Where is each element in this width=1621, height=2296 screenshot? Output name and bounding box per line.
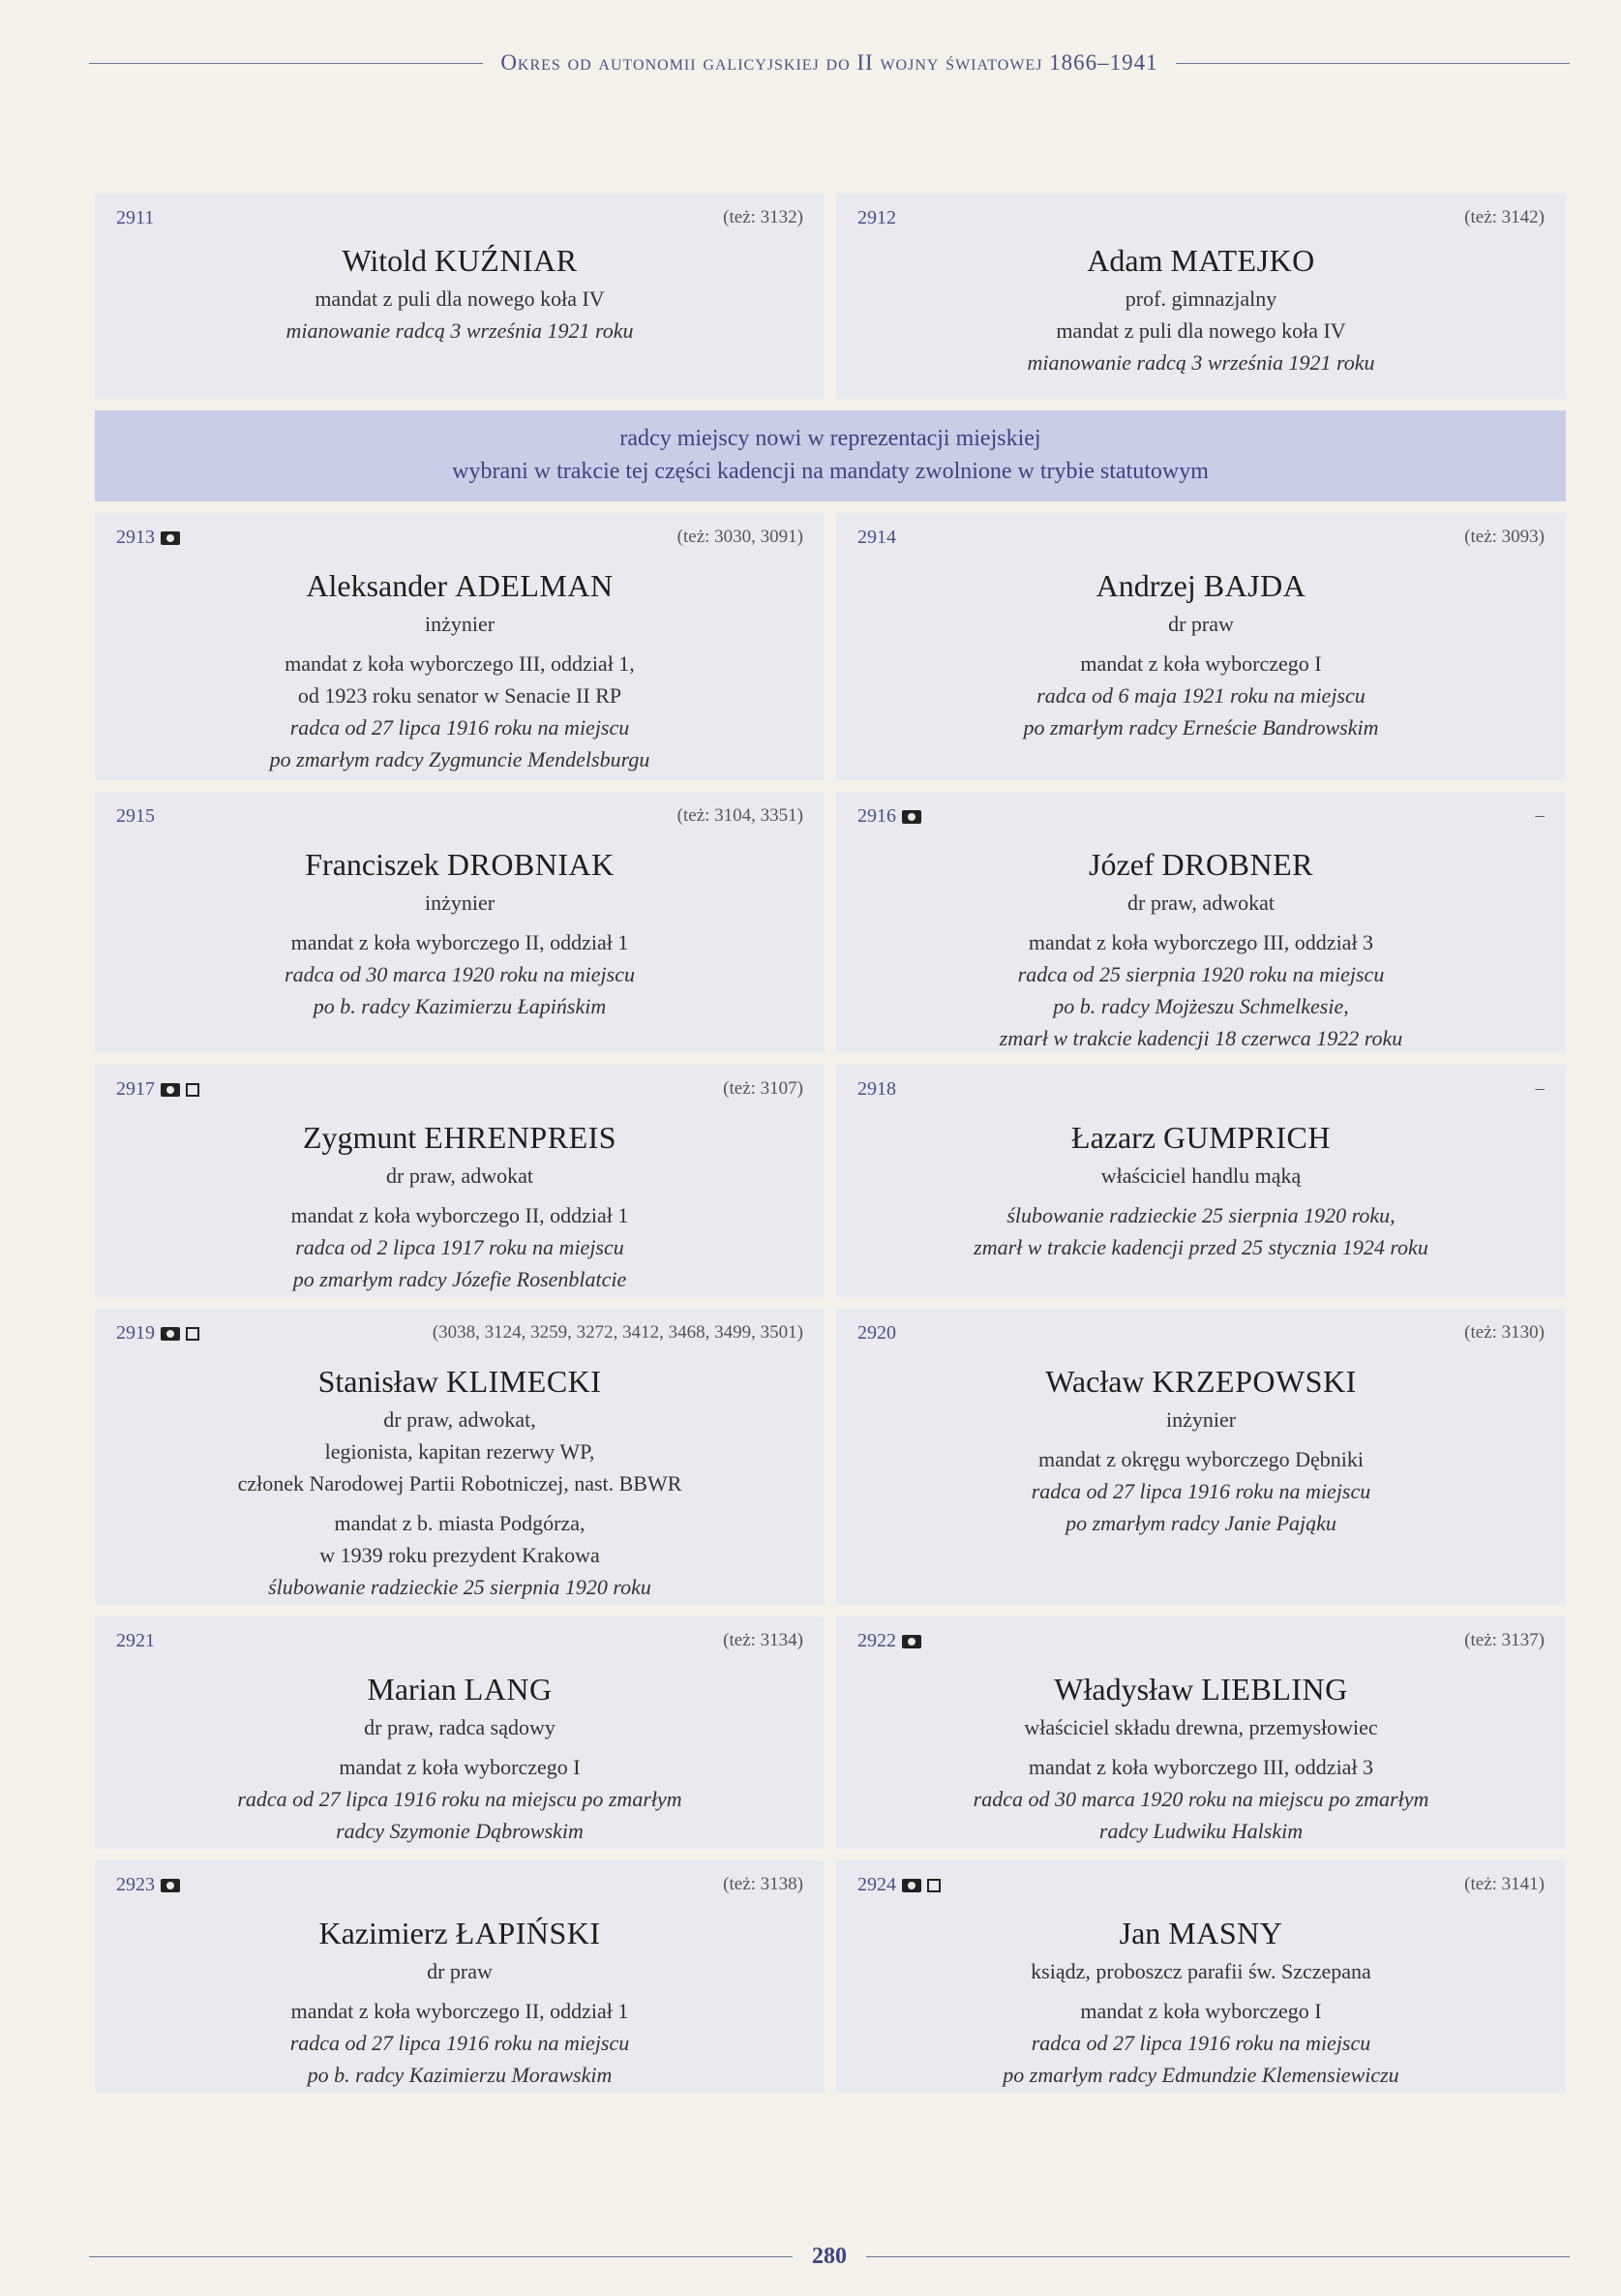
entry-line: radca od 27 lipca 1916 roku na miejscu xyxy=(289,715,630,740)
entry-line: inżynier xyxy=(424,612,495,636)
first-name: Stanisław xyxy=(317,1364,438,1399)
entry-card xyxy=(95,194,825,399)
first-name: Wacław xyxy=(1045,1364,1145,1399)
entries-row xyxy=(95,1616,1566,1849)
entry-crossref: (też: 3134) xyxy=(723,1630,803,1650)
entry-line: radca od 27 lipca 1916 roku na miejscu xyxy=(1031,1479,1371,1503)
entry-line: radcy Ludwiku Halskim xyxy=(1098,1819,1304,1843)
entry-line: mianowanie radcą 3 września 1921 roku xyxy=(1027,350,1375,375)
entry-card xyxy=(95,792,825,1053)
last-name: ŁAPIŃSKI xyxy=(455,1916,601,1950)
last-name: GUMPRICH xyxy=(1163,1120,1331,1155)
last-name: KUŹNIAR xyxy=(435,243,578,278)
last-name: LIEBLING xyxy=(1201,1672,1348,1707)
entry-crossref: – xyxy=(1535,1078,1545,1099)
first-name: Łazarz xyxy=(1071,1120,1156,1155)
first-name: Marian xyxy=(367,1672,457,1707)
entry-line: radca od 30 marca 1920 roku na miejscu po zmarłym xyxy=(973,1787,1429,1811)
entry-number: 2911 xyxy=(116,207,155,228)
entry-line: radca od 6 maja 1921 roku na miejscu xyxy=(1036,683,1366,708)
page-number: 280 xyxy=(812,2244,847,2269)
first-name: Jan xyxy=(1119,1916,1161,1950)
entry-number: 2920 xyxy=(857,1322,896,1344)
entry-card xyxy=(95,1860,825,2093)
header-rule-right xyxy=(1176,63,1570,64)
photo-icon xyxy=(161,1083,180,1097)
first-name: Józef xyxy=(1089,847,1155,882)
entry-crossref: (też: 3137) xyxy=(1464,1630,1545,1650)
entry-crossref: (też: 3141) xyxy=(1464,1874,1545,1894)
page-footer xyxy=(89,2244,1570,2270)
entry-crossref: (też: 3142) xyxy=(1464,207,1545,227)
entry-line: mandat z koła wyborczego II, oddział 1 xyxy=(290,1999,629,2023)
entry-crossref: – xyxy=(1535,805,1545,826)
entry-line: w 1939 roku prezydent Krakowa xyxy=(319,1543,600,1567)
entry-number: 2921 xyxy=(116,1630,155,1651)
last-name: KRZEPOWSKI xyxy=(1152,1364,1357,1399)
entry-line: mandat z koła wyborczego I xyxy=(339,1755,581,1779)
entry-number: 2917 xyxy=(116,1078,155,1100)
entry-name xyxy=(116,846,803,883)
entry-line: właściciel handlu mąką xyxy=(1100,1163,1302,1188)
entry-line: mandat z okręgu wyborczego Dębniki xyxy=(1038,1447,1364,1471)
entries-row xyxy=(95,1065,1566,1297)
entry-name xyxy=(116,1671,803,1707)
running-header-title: Okres od autonomii galicyjskiej do II wojny światowej 1866–1941 xyxy=(500,50,1158,75)
first-name: Kazimierz xyxy=(318,1916,448,1950)
entry-name xyxy=(857,1119,1545,1156)
photo-icon xyxy=(902,810,921,824)
entry-number: 2918 xyxy=(857,1078,896,1100)
first-name: Zygmunt xyxy=(302,1120,417,1155)
entry-name xyxy=(857,1671,1545,1707)
footer-rule-right xyxy=(866,2256,1570,2257)
first-name: Franciszek xyxy=(305,847,439,882)
last-name: ADELMAN xyxy=(455,568,614,603)
photo-icon xyxy=(161,1879,180,1892)
last-name: DROBNIAK xyxy=(446,847,615,882)
entry-line: mandat z puli dla nowego koła IV xyxy=(315,287,605,311)
entry-line: dr praw xyxy=(1168,612,1234,636)
first-name: Władysław xyxy=(1054,1672,1194,1707)
entry-line: po zmarłym radcy Edmundzie Klemensiewiczu xyxy=(1003,2063,1399,2087)
entry-crossref: (też: 3132) xyxy=(723,207,803,227)
entry-line: legionista, kapitan rezerwy WP, xyxy=(324,1439,595,1464)
entry-line: mandat z koła wyborczego II, oddział 1 xyxy=(290,1203,629,1227)
entry-line: mandat z koła wyborczego II, oddział 1 xyxy=(290,930,629,954)
photo-icon xyxy=(902,1879,921,1892)
entries-row xyxy=(95,194,1566,399)
entry-line: od 1923 roku senator w Senacie II RP xyxy=(297,683,622,708)
entry-card xyxy=(95,1309,825,1605)
entry-card xyxy=(836,194,1566,399)
entry-crossref: (też: 3030, 3091) xyxy=(676,527,803,547)
first-name: Adam xyxy=(1087,243,1163,278)
entry-name xyxy=(857,567,1545,604)
last-name: MATEJKO xyxy=(1170,243,1315,278)
entry-crossref: (3038, 3124, 3259, 3272, 3412, 3468, 3499, 3501) xyxy=(432,1322,803,1343)
entry-line: inżynier xyxy=(424,891,495,915)
square-icon xyxy=(927,1879,941,1892)
entry-line: ksiądz, proboszcz parafii św. Szczepana xyxy=(1031,1959,1371,1983)
entry-name xyxy=(116,1119,803,1156)
entry-line: członek Narodowej Partii Robotniczej, nast. BBWR xyxy=(237,1471,682,1495)
entry-line: dr praw xyxy=(427,1959,493,1983)
entry-crossref: (też: 3107) xyxy=(723,1078,803,1099)
running-header xyxy=(89,50,1570,76)
entry-line: dr praw, adwokat xyxy=(1127,891,1275,915)
entry-line: radca od 30 marca 1920 roku na miejscu xyxy=(285,962,635,986)
banner-line: radcy miejscy nowi w reprezentacji miejskiej xyxy=(619,426,1041,451)
entry-card xyxy=(836,513,1566,780)
entry-line: mandat z b. miasta Podgórza, xyxy=(334,1511,585,1535)
last-name: EHRENPREIS xyxy=(424,1120,617,1155)
entry-name xyxy=(116,1363,803,1400)
entry-card xyxy=(836,792,1566,1053)
entry-line: dr praw, adwokat, xyxy=(383,1407,536,1432)
entry-line: mandat z puli dla nowego koła IV xyxy=(1056,318,1346,343)
entry-line: zmarł w trakcie kadencji przed 25 stycznia 1924 roku xyxy=(974,1235,1428,1259)
entry-card xyxy=(95,513,825,780)
entry-card xyxy=(836,1065,1566,1297)
entry-number: 2912 xyxy=(857,207,896,228)
entries-row xyxy=(95,1860,1566,2093)
entry-line: po zmarłym radcy Józefie Rosenblatcie xyxy=(292,1267,627,1291)
entry-card xyxy=(836,1860,1566,2093)
entry-line: mandat z koła wyborczego III, oddział 3 xyxy=(1028,930,1374,954)
section-banner xyxy=(95,410,1566,501)
entry-line: radcy Szymonie Dąbrowskim xyxy=(336,1819,584,1843)
entry-number: 2922 xyxy=(857,1630,896,1651)
entry-line: zmarł w trakcie kadencji 18 czerwca 1922 roku xyxy=(999,1026,1403,1050)
entry-number: 2916 xyxy=(857,805,896,827)
entry-card xyxy=(836,1616,1566,1849)
entry-line: mandat z koła wyborczego I xyxy=(1080,1999,1322,2023)
entry-line: radca od 27 lipca 1916 roku na miejscu xyxy=(1031,2031,1371,2055)
entry-line: po b. radcy Mojżeszu Schmelkesie, xyxy=(1053,994,1349,1018)
entry-name xyxy=(857,1363,1545,1400)
last-name: BAJDA xyxy=(1203,568,1306,603)
entries-row xyxy=(95,513,1566,780)
last-name: KLIMECKI xyxy=(446,1364,602,1399)
entry-line: ślubowanie radzieckie 25 sierpnia 1920 roku xyxy=(268,1575,651,1599)
photo-icon xyxy=(161,1327,180,1341)
last-name: LANG xyxy=(464,1672,553,1707)
entry-line: po zmarłym radcy Erneście Bandrowskim xyxy=(1023,715,1379,740)
entries-row xyxy=(95,792,1566,1053)
entry-line: prof. gimnazjalny xyxy=(1125,287,1277,311)
entry-line: radca od 2 lipca 1917 roku na miejscu xyxy=(295,1235,624,1259)
square-icon xyxy=(186,1327,199,1341)
entry-card xyxy=(95,1616,825,1849)
entry-crossref: (też: 3093) xyxy=(1464,527,1545,547)
entry-card xyxy=(836,1309,1566,1605)
entry-name xyxy=(116,1915,803,1951)
entry-line: mandat z koła wyborczego III, oddział 1, xyxy=(285,651,635,676)
entry-line: radca od 27 lipca 1916 roku na miejscu xyxy=(289,2031,630,2055)
photo-icon xyxy=(161,531,180,545)
first-name: Witold xyxy=(342,243,428,278)
entry-name xyxy=(857,846,1545,883)
footer-rule-left xyxy=(89,2256,793,2257)
entry-line: po zmarłym radcy Zygmuncie Mendelsburgu xyxy=(269,747,650,771)
entry-number: 2913 xyxy=(116,527,155,548)
entry-number: 2914 xyxy=(857,527,896,548)
entry-name xyxy=(116,567,803,604)
entries-grid xyxy=(95,194,1566,2104)
entry-line: mandat z koła wyborczego I xyxy=(1080,651,1322,676)
entry-line: po b. radcy Kazimierzu Morawskim xyxy=(307,2063,613,2087)
entry-line: ślubowanie radzieckie 25 sierpnia 1920 roku, xyxy=(1006,1203,1396,1227)
entry-crossref: (też: 3138) xyxy=(723,1874,803,1894)
entry-line: radca od 27 lipca 1916 roku na miejscu po zmarłym xyxy=(237,1787,682,1811)
entry-number: 2915 xyxy=(116,805,155,827)
entry-line: mandat z koła wyborczego III, oddział 3 xyxy=(1028,1755,1374,1779)
entry-crossref: (też: 3104, 3351) xyxy=(676,805,803,826)
entry-line: radca od 25 sierpnia 1920 roku na miejscu xyxy=(1017,962,1385,986)
entry-line: po zmarłym radcy Janie Pająku xyxy=(1066,1511,1336,1535)
header-rule-left xyxy=(89,63,483,64)
entry-line: mianowanie radcą 3 września 1921 roku xyxy=(285,318,634,343)
photo-icon xyxy=(902,1635,921,1648)
entry-name xyxy=(857,1915,1545,1951)
entry-line: dr praw, adwokat xyxy=(386,1163,533,1188)
entry-card xyxy=(95,1065,825,1297)
first-name: Aleksander xyxy=(306,568,448,603)
entry-line: dr praw, radca sądowy xyxy=(364,1715,555,1739)
entries-row xyxy=(95,1309,1566,1605)
entry-line: właściciel składu drewna, przemysłowiec xyxy=(1024,1715,1378,1739)
entry-line: po b. radcy Kazimierzu Łapińskim xyxy=(313,994,607,1018)
last-name: DROBNER xyxy=(1161,847,1313,882)
banner-line: wybrani w trakcie tej części kadencji na mandaty zwolnione w trybie statutowym xyxy=(452,459,1209,484)
entry-name xyxy=(857,242,1545,279)
entry-name xyxy=(116,242,803,279)
entry-number: 2919 xyxy=(116,1322,155,1344)
last-name: MASNY xyxy=(1168,1916,1283,1950)
entry-line: inżynier xyxy=(1165,1407,1237,1432)
square-icon xyxy=(186,1083,199,1097)
entry-crossref: (też: 3130) xyxy=(1464,1322,1545,1343)
first-name: Andrzej xyxy=(1096,568,1196,603)
entry-number: 2924 xyxy=(857,1874,896,1895)
entry-number: 2923 xyxy=(116,1874,155,1895)
